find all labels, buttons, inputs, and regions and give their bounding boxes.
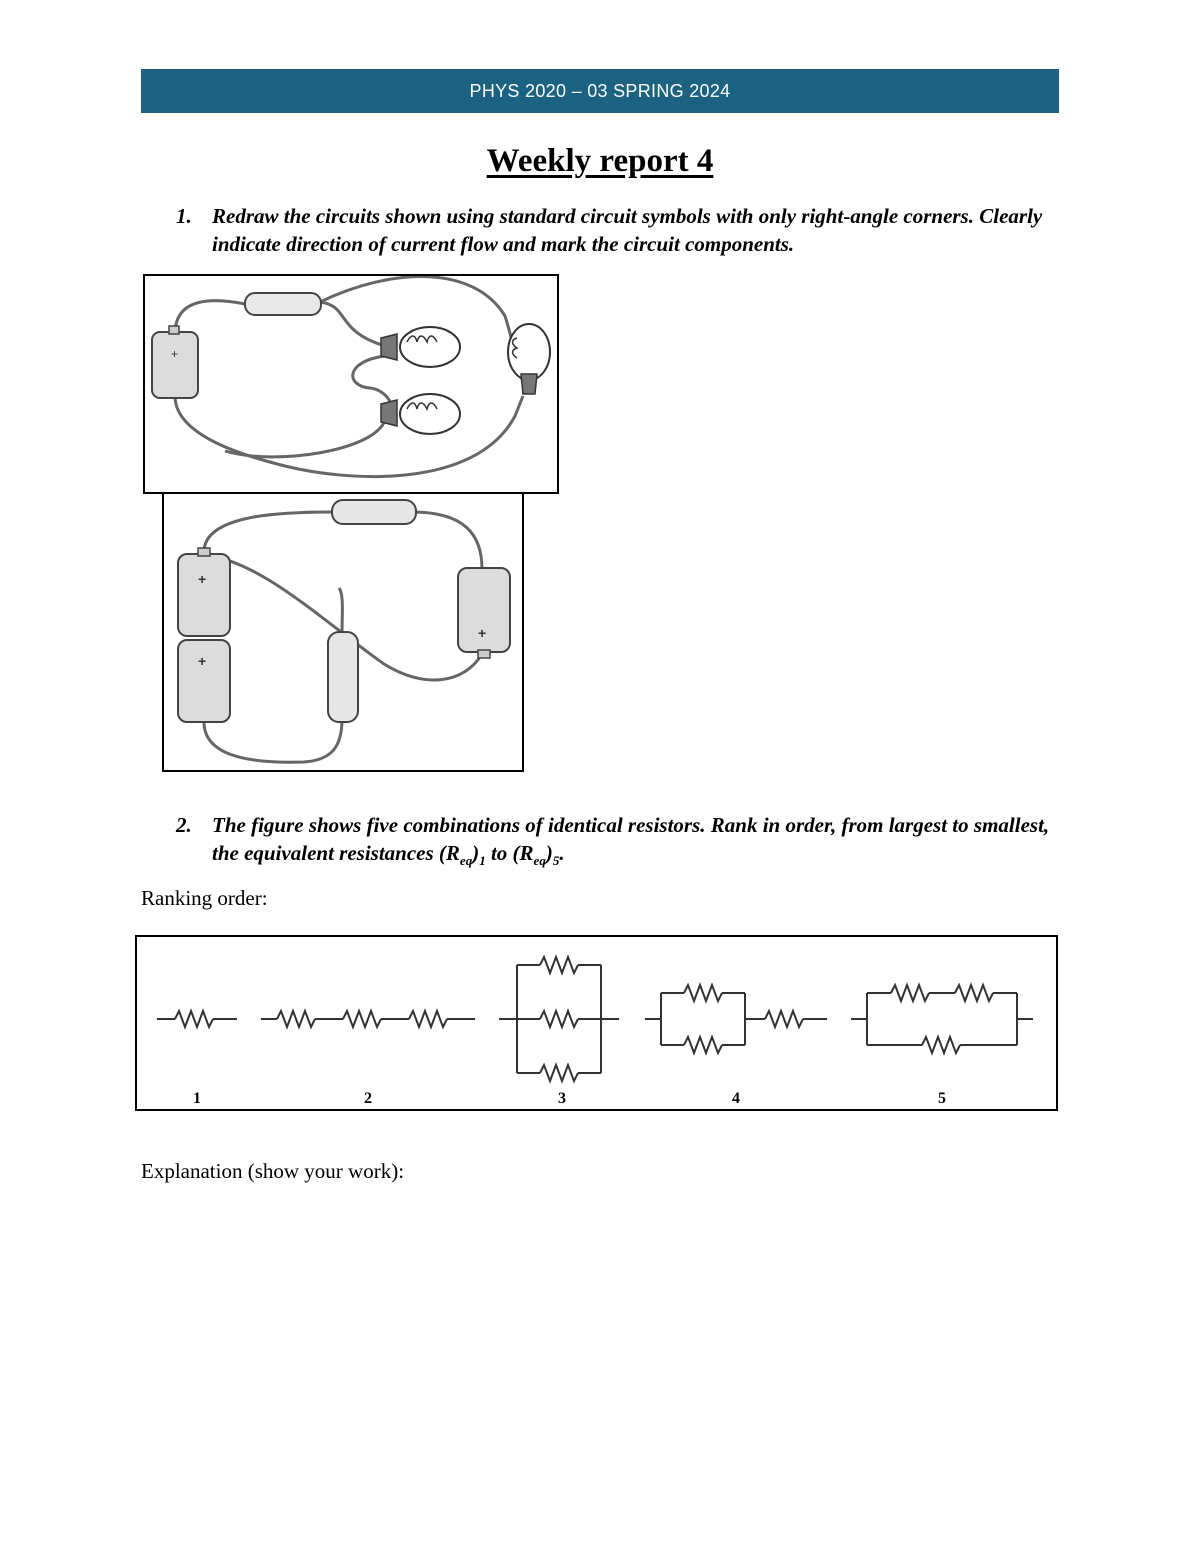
resistor-cylinder (332, 500, 416, 524)
battery-plus-label: + (171, 347, 179, 361)
combination-4 (645, 985, 827, 1053)
combination-5 (851, 985, 1033, 1053)
combination-label: 2 (364, 1090, 372, 1107)
circuit-figure-top (143, 274, 559, 494)
explanation-label: Explanation (show your work): (141, 1159, 405, 1183)
combination-1 (157, 1011, 237, 1027)
battery-plus-label: + (198, 571, 207, 587)
circuit-figure-bottom (162, 492, 524, 772)
question-2-text: The figure shows five combinations of identical resistors. Rank in order, from largest to smallest, the equivalent resistances $(R_{eq})_1$ to $(R_{eq})_5$. (212, 813, 1050, 869)
question-1-number: 1. (176, 204, 192, 228)
header-bar (141, 69, 1059, 113)
battery (152, 326, 198, 398)
bulb (381, 394, 460, 434)
resistor-combinations-figure (135, 935, 1058, 1111)
combination-2 (261, 1011, 475, 1027)
course-header: PHYS 2020 – 03 SPRING 2024 (469, 80, 731, 101)
bulb (381, 327, 460, 367)
battery (458, 568, 510, 658)
resistor-cylinder (328, 632, 358, 722)
battery-plus-label: + (478, 625, 487, 641)
combination-label: 5 (938, 1090, 946, 1107)
ranking-order-label: Ranking order: (141, 886, 268, 910)
page-title: Weekly report 4 (486, 143, 714, 179)
bulb (508, 324, 550, 394)
battery (178, 548, 230, 636)
resistor-cylinder (245, 293, 321, 315)
question-1-text: Redraw the circuits shown using standard circuit symbols with only right-angle corners. Clearly indicate direction of current flow and mark the circuit components. (212, 204, 1043, 256)
combination-3 (499, 957, 619, 1081)
combination-label: 3 (558, 1090, 566, 1107)
question-2-number: 2. (176, 813, 192, 837)
combination-label: 1 (193, 1090, 201, 1107)
combination-label: 4 (732, 1090, 740, 1107)
battery-plus-label: + (198, 653, 207, 669)
battery (178, 640, 230, 722)
